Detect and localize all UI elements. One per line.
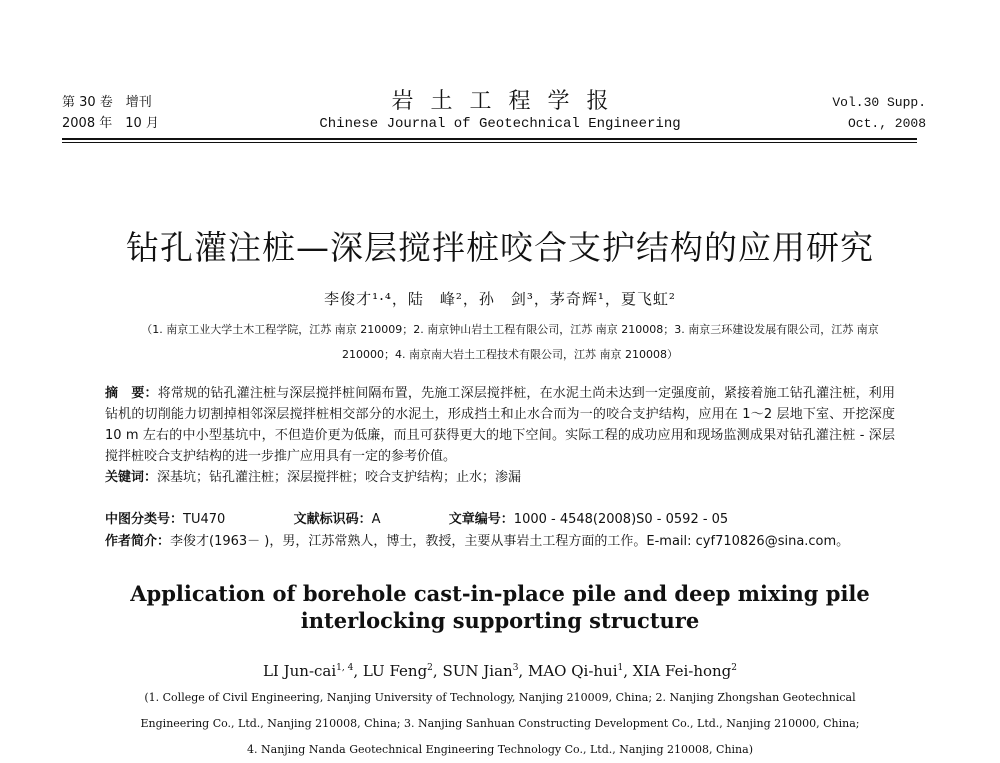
author-bio-label: 作者简介： [105, 534, 171, 549]
volume-issue-cn: 第 30 卷 增刊 [62, 95, 152, 110]
abstract-text: 将常规的钻孔灌注桩与深层搅拌桩间隔布置，先施工深层搅拌桩，在水泥土尚未达到一定强度前，紧接着施工钻孔灌注桩，利用钻机的切削能力切割掉相邻深层搅拌桩相交部分的水泥土，形成挡土和止水合而为一的咬合支护结构，应用在 1～2 层地下室、开挖深度 10 m 左右的中小型基坑中，不但造价更为低廉，而且可获得更大的地下空间。实际工程的成功应用和现场监测成果对钻孔灌注桩 - 深层搅拌桩咬合支护结构的进一步推广应用具有一定的参考价值。 [105, 386, 895, 464]
keywords-label: 关键词： [105, 470, 158, 485]
clc-value: TU470 [183, 512, 226, 527]
clc-label: 中图分类号： [105, 512, 184, 527]
author-en-1: LI Jun-cai [262, 662, 337, 680]
author-en-2: LU Feng [362, 662, 428, 680]
journal-volume-en [832, 92, 926, 134]
date-en: Oct., 2008 [847, 116, 926, 131]
paper-title-cn: 钻孔灌注桩—深层搅拌桩咬合支护结构的应用研究 [126, 228, 874, 267]
doc-code-value: A [371, 512, 381, 527]
affiliations-en: (1. College of Civil Engineering, Nanjing University of Technology, Nanjing 210009, China; 2. Nanjing Zhongshan Geotechnical Engineering Co., Ltd., Nanjing 210008, China; 3. Nanjing Sanhuan Constructing Development Co., Ltd., Nanjing 210000, China; 4. Nanjing Nanda Geotechnical Engineering Technology Co., Ltd., Nanjing 210008, China) [140, 691, 860, 756]
author-en-3: SUN Jian [442, 662, 513, 680]
abstract-label: 摘 要： [105, 386, 158, 401]
affiliations-cn: （1. 南京工业大学土木工程学院，江苏 南京 210009；2. 南京钟山岩土工程有限公司，江苏 南京 210008；3. 南京三环建设发展有限公司，江苏 南京 210000；4. 南京南大岩土工程技术有限公司，江苏 南京 210008） [141, 323, 879, 361]
journal-title-cn: 岩土工程学报 [391, 89, 626, 114]
authors-cn: 李俊才¹·⁴，陆 峰²，孙 剑³，茅奇辉¹，夏飞虹² [324, 290, 676, 308]
author-bio-text: 李俊才(1963－ )，男，江苏常熟人，博士，教授，主要从事岩土工程方面的工作。E-mail: cyf710826@sina.com。 [170, 534, 850, 549]
header-rule-thick [62, 138, 917, 140]
author-en-2-aff: 2 [427, 663, 433, 673]
date-cn: 2008 年 10 月 [62, 116, 159, 131]
article-number-value: 1000 - 4548(2008)S0 - 0592 - 05 [513, 512, 729, 527]
author-en-4: MAO Qi-hui [527, 662, 618, 680]
author-en-5-aff: 2 [731, 663, 738, 673]
author-en-4-aff: 1 [617, 663, 624, 673]
volume-issue-en: Vol.30 Supp. [832, 95, 926, 110]
header-rule-thin [62, 142, 917, 143]
article-number-label: 文章编号： [448, 512, 514, 527]
paper-title-en: Application of borehole cast-in-place pile and deep mixing pile interlocking supporting structure [130, 581, 870, 633]
author-en-5: XIA Fei-hong [632, 662, 732, 680]
author-en-1-aff: 1, 4 [336, 663, 354, 673]
doc-code-label: 文献标识码： [293, 512, 372, 527]
keywords-text: 深基坑；钻孔灌注桩；深层搅拌桩；咬合支护结构；止水；渗漏 [157, 470, 522, 485]
author-en-3-aff: 3 [512, 663, 519, 673]
journal-title-en: Chinese Journal of Geotechnical Engineering [319, 116, 681, 132]
author-bio-line [105, 530, 905, 549]
abstract-cn [105, 383, 895, 488]
classification-line [105, 508, 905, 527]
authors-en: LI Jun-cai$^{1, 4}$, LU Feng$^2$, SUN Jian$^3$, MAO Qi-hui$^1$, XIA Fei-hong$^2$ [262, 662, 738, 680]
